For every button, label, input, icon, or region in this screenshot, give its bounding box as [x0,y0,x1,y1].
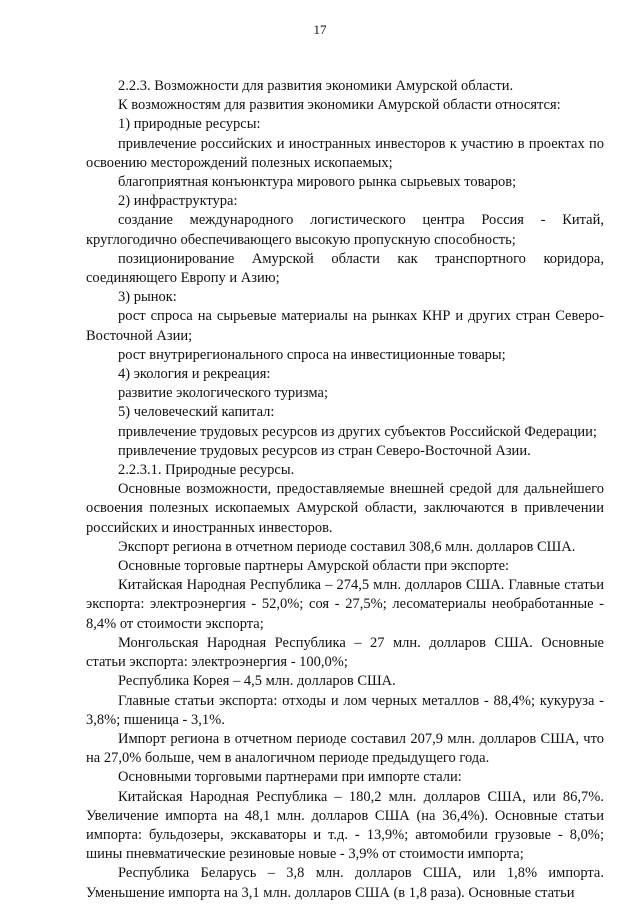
paragraph: позиционирование Амурской области как транспортного коридора, соединяющего Европу и Азию; [86,250,604,287]
list-heading: 4) экология и рекреация: [118,366,271,383]
paragraph: благоприятная конъюнктура мирового рынка сырьевых товаров; [118,174,517,191]
paragraph: Импорт региона в отчетном периоде составил 207,9 млн. долларов США, что на 27,0% больше, чем в аналогичном периоде предыдущего года. [86,730,604,767]
list-heading: 5) человеческий капитал: [118,404,275,421]
paragraph: Республика Беларусь – 3,8 млн. долларов США, или 1,8% импорта. Уменьшение импорта на 3,1 млн. долларов США (в 1,8 раза). Основные статьи [86,865,604,901]
paragraph: Основные возможности, предоставляемые внешней средой для дальнейшего освоения полезных ископаемых Амурской области, заключаются в привлечении российских и иностранных инвесторов. [86,481,604,536]
list-heading: 2) инфраструктура: [118,193,238,210]
paragraph: Основные торговые партнеры Амурской области при экспорте: [118,558,510,575]
paragraph: рост спроса на сырьевые материалы на рынках КНР и других стран Северо-Восточной Азии; [86,308,604,344]
document-body [86,77,604,903]
list-heading: 3) рынок: [118,289,177,306]
paragraph: развитие экологического туризма; [118,385,328,402]
paragraph: Республика Корея – 4,5 млн. долларов США. [118,673,396,690]
page-number: 17 [313,22,327,37]
paragraph: К возможностям для развития экономики Амурской области относятся: [118,97,561,114]
paragraph: рост внутрирегионального спроса на инвестиционные товары; [118,346,506,363]
section-heading: 2.2.3.1. Природные ресурсы. [118,462,295,479]
list-heading: 1) природные ресурсы: [118,116,261,133]
paragraph: Экспорт региона в отчетном периоде составил 308,6 млн. долларов США. [118,538,576,555]
paragraph: Основными торговыми партнерами при импорте стали: [118,769,462,786]
paragraph: Китайская Народная Республика – 180,2 млн. долларов США, или 86,7%. Увеличение импорта на 48,1 млн. долларов США (на 36,4%). Основные статьи импорта: бульдозеры, экскаваторы и т.д. - 13,9%; автомобили грузовые - 8,0%; шины пневматические резиновые новые - 3,9% от стоимости импорта; [86,788,604,863]
section-heading: 2.2.3. Возможности для развития экономики Амурской области. [118,78,514,94]
paragraph: создание международного логистического центра Россия - Китай, круглогодично обеспечивающего высокую пропускную способность; [86,212,604,248]
paragraph: привлечение российских и иностранных инвесторов к участию в проектах по освоению месторождений полезных ископаемых; [86,135,604,171]
paragraph: привлечение трудовых ресурсов из других субъектов Российской Федерации; [118,423,597,440]
paragraph: привлечение трудовых ресурсов из стран Северо-Восточной Азии. [118,442,531,459]
paragraph: Китайская Народная Республика – 274,5 млн. долларов США. Главные статьи экспорта: электроэнергия - 52,0%; соя - 27,5%; лесоматериалы необработанные - 8,4% от стоимости экспорта; [86,577,604,632]
paragraph: Монгольская Народная Республика – 27 млн. долларов США. Основные статьи экспорта: электроэнергия - 100,0%; [86,634,604,671]
paragraph: Главные статьи экспорта: отходы и лом черных металлов - 88,4%; кукуруза - 3,8%; пшеница - 3,1%. [86,692,604,728]
